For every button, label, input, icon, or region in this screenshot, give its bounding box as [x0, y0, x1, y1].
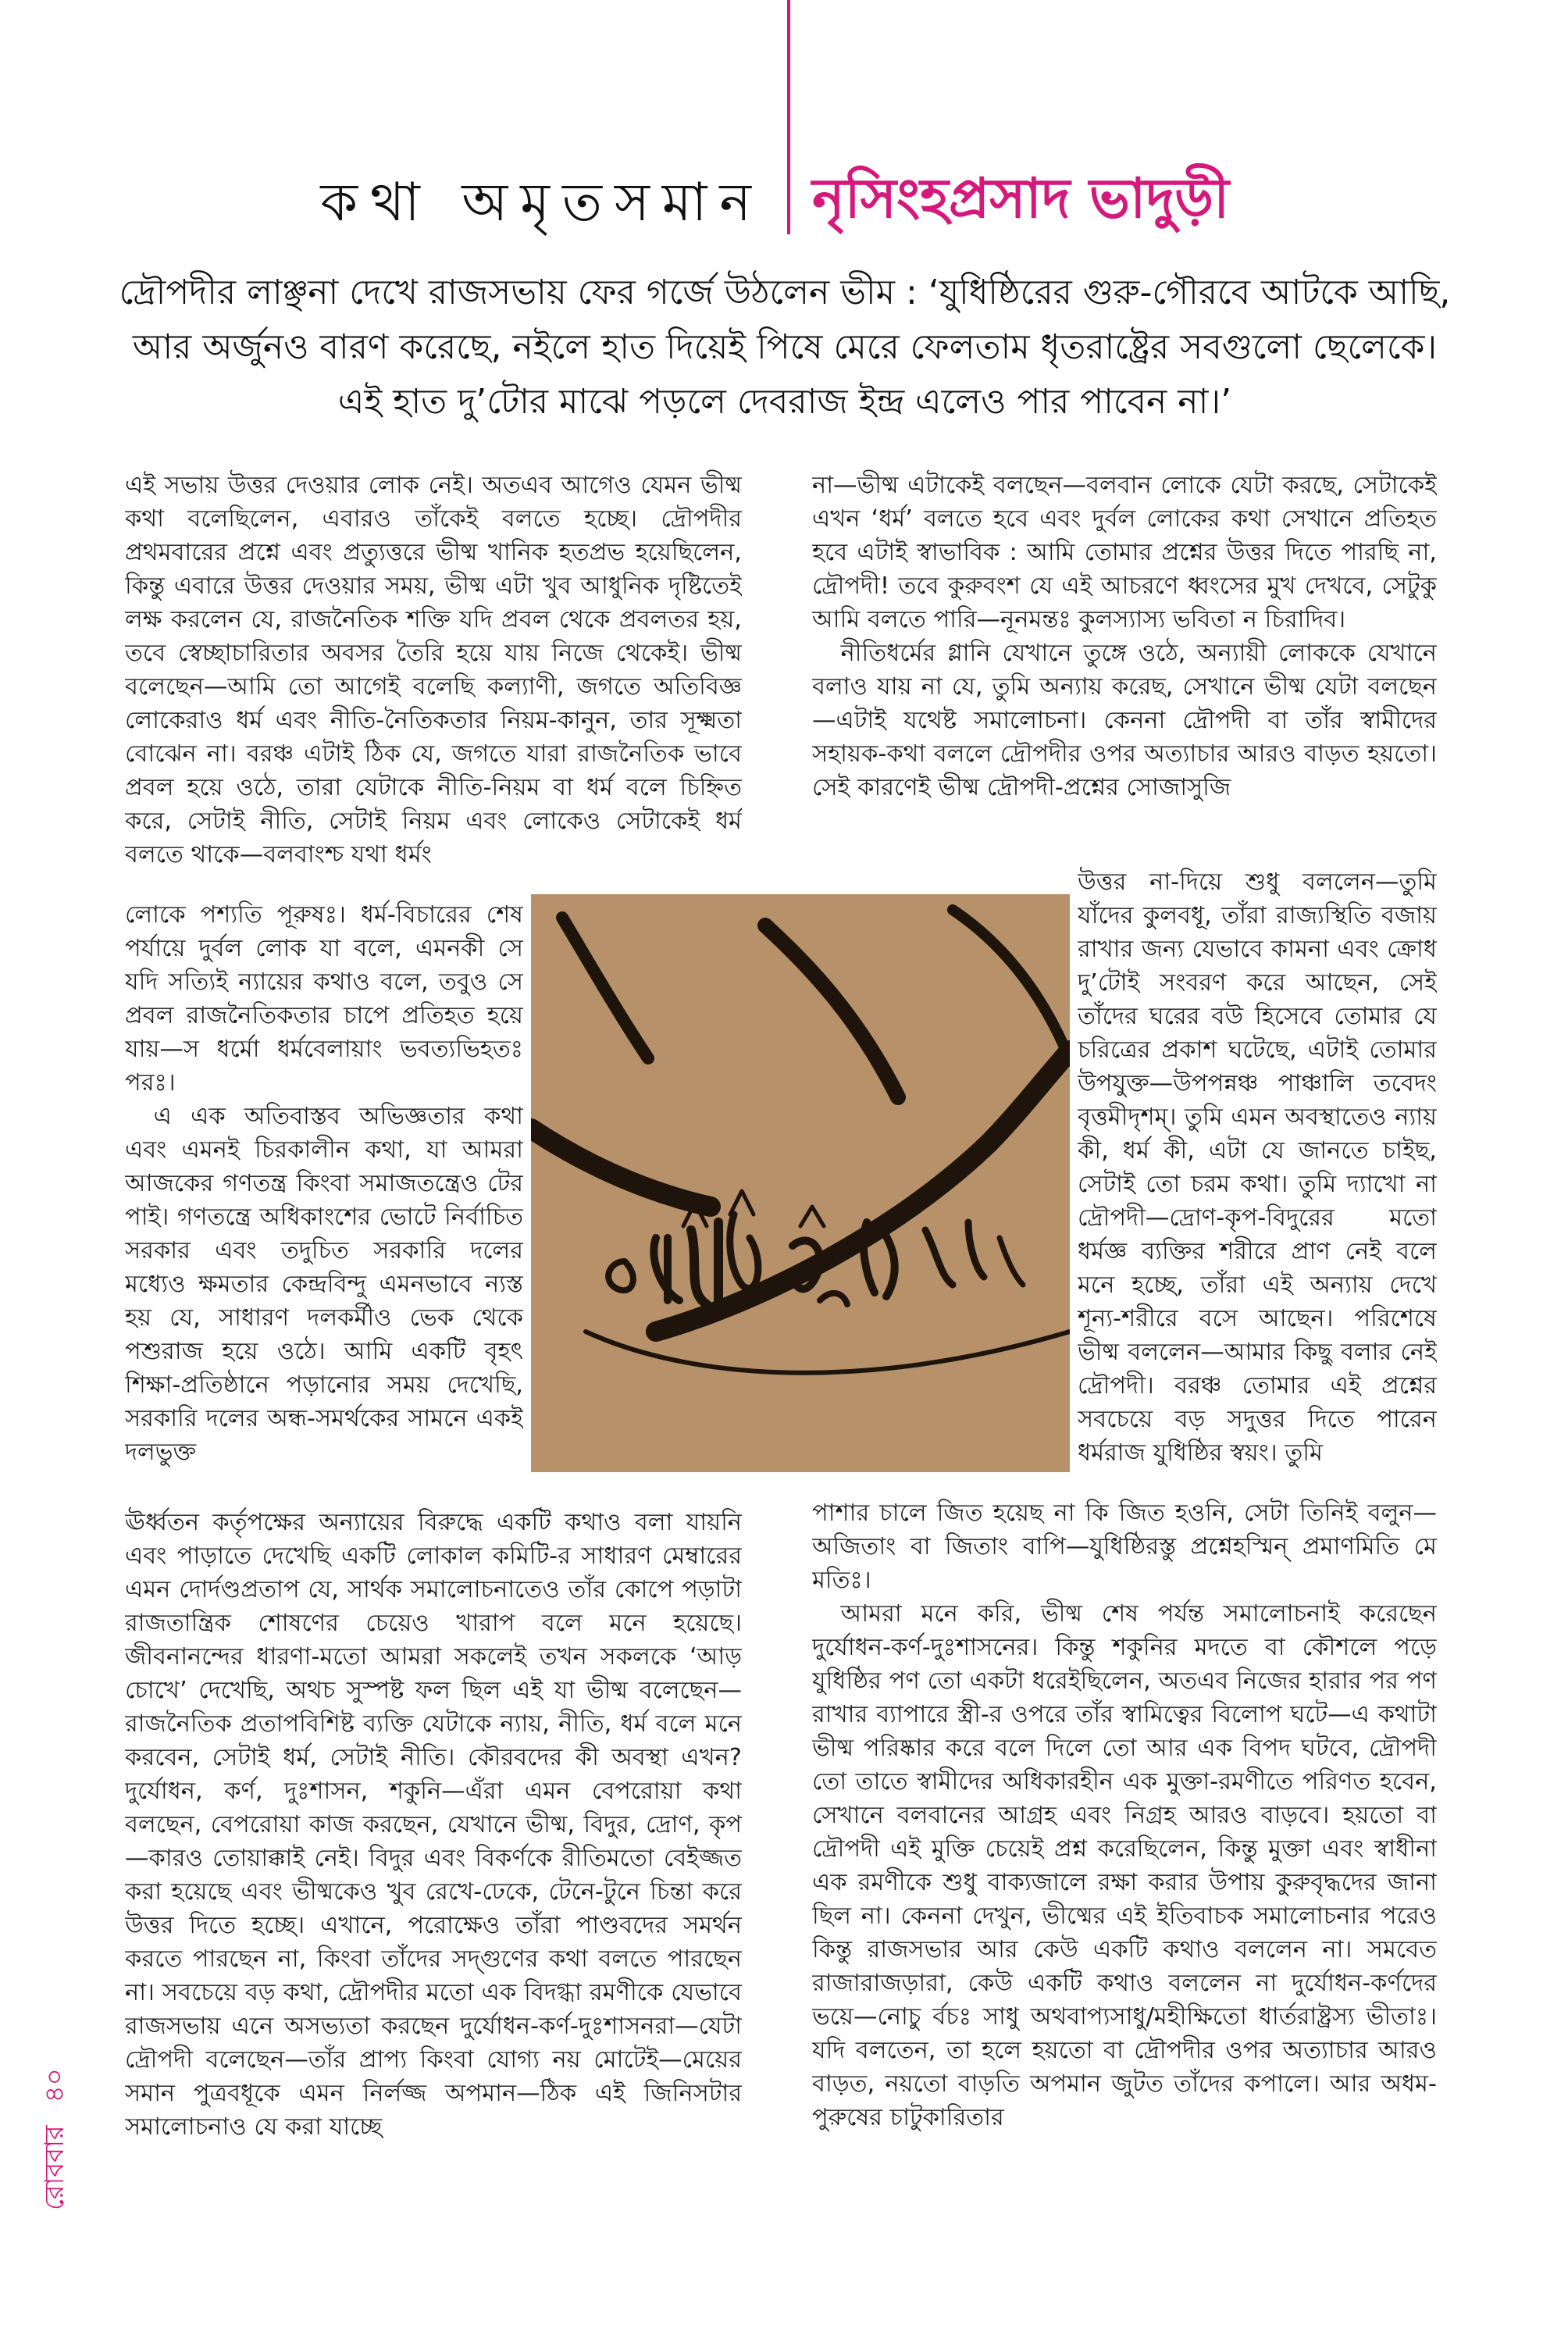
- brush-ink-illustration: [531, 894, 1070, 1472]
- header-divider-rule: [787, 0, 790, 234]
- paragraph: এই সভায় উত্তর দেওয়ার লোক নেই। অতএব আগেও যেমন ভীষ্ম কথা বলেছিলেন, এবারও তাঁকেই বলতে হচ্ছে। দ্রৌপদীর প্রথমবারের প্রশ্নে এবং প্রত্যুত্তরে ভীষ্ম খানিক হতপ্রভ হয়েছিলেন, কিন্তু এবারে উত্তর দেওয়ার সময়, ভীষ্ম এটা খুব আধুনিক দৃষ্টিতেই লক্ষ করলেন যে, রাজনৈতিক শক্তি যদি প্রবল থেকে প্রবলতর হয়, তবে স্বেচ্ছাচারিতার অবসর তৈরি হয়ে যায় নিজে থেকেই। ভীষ্ম বলেছেন—আমি তো আগেই বলেছি কল্যাণী, জগতে অতিবিজ্ঞ লোকেরাও ধর্ম এবং নীতি-নৈতিকতার নিয়ম-কানুন, তার সূক্ষ্মতা বোঝেন না। বরঞ্চ এটাই ঠিক যে, জগতে যারা রাজনৈতিক ভাবে প্রবল হয়ে ওঠে, তারা যেটাকে নীতি-নিয়ম বা ধর্ম বলে চিহ্নিত করে, সেটাই নীতি, সেটাই নিয়ম এবং লোকেও সেটাকেই ধর্ম বলতে থাকে—বলবাংশ্চ যথা ধর্মং: [125, 472, 742, 868]
- column-title: কথা অমৃতসমান: [320, 172, 764, 234]
- paragraph: পাশার চালে জিত হয়েছ না কি জিত হওনি, সেটা তিনিই বলুন—অজিতাং বা জিতাং বাপি—যুধিষ্ঠিরস্তু প্রশ্নেহস্মিন্ প্রমাণমিতি মে মতিঃ।: [812, 1500, 1437, 1594]
- paragraph: নীতিধর্মের গ্লানি যেখানে তুঙ্গে ওঠে, অন্যায়ী লোককে যেখানে বলাও যায় না যে, তুমি অন্যায় করেছ, সেখানে ভীষ্ম যেটা বলছেন—এটাই যথেষ্ট সমালোচনা। কেননা দ্রৌপদী বা তাঁর স্বামীদের সহায়ক-কথা বললে দ্রৌপদীর ওপর অত্যাচার আরও বাড়ত হয়তো। সেই কারণেই ভীষ্ম দ্রৌপদী-প্রশ্নের সোজাসুজি: [812, 640, 1437, 801]
- page-number: ৪০: [39, 2068, 70, 2103]
- right-column-bottom: [812, 1496, 1437, 2215]
- page-folio: [34, 2068, 79, 2210]
- right-column-wrap: [1078, 865, 1437, 1494]
- pull-quote: দ্রৌপদীর লাঞ্ছনা দেখে রাজসভায় ফের গর্জে উঠলেন ভীম : ‘যুধিষ্ঠিরের গুরু-গৌরবে আটকে আছি, আর অর্জুনও বারণ করেছে, নইলে হাত দিয়েই পিষে মেরে ফেলতাম ধৃতরাষ্ট্রের সবগুলো ছেলেকে। এই হাত দু’টোর মাঝে পড়লে দেবরাজ ইন্দ্র এলেও পার পাবেন না।’: [119, 273, 1451, 422]
- paragraph: এ এক অতিবাস্তব অভিজ্ঞতার কথা এবং এমনই চিরকালীন কথা, যা আমরা আজকের গণতন্ত্র কিংবা সমাজতন্ত্রেও টের পাই। গণতন্ত্রে অধিকাংশের ভোটে নির্বাচিত সরকার এবং তদুচিত সরকারি দলের মধ্যেও ক্ষমতার কেন্দ্রবিন্দু এমনভাবে ন্যস্ত হয় যে, সাধারণ দলকর্মীও ভেক থেকে পশুরাজ হয়ে ওঠে। আমি একটি বৃহৎ শিক্ষা-প্রতিষ্ঠানে পড়ানোর সময় দেখেছি, সরকারি দলের অন্ধ-সমর্থকের সামনে একই দলভুক্ত: [125, 1103, 523, 1466]
- paragraph: উত্তর না-দিয়ে শুধু বললেন—তুমি যাঁদের কুলবধূ, তাঁরা রাজ্যস্থিতি বজায় রাখার জন্য যেভাবে কামনা এবং ক্রোধ দু’টোই সংবরণ করে আছেন, সেই তাঁদের ঘরের বউ হিসেবে তোমার যে চরিত্রের প্রকাশ ঘটেছে, এটাই তোমার উপযুক্ত—উপপন্নঞ্চ পাঞ্চালি তবেদং বৃত্তমীদৃশম্। তুমি এমন অবস্থাতেও ন্যায় কী, ধর্ম কী, এটা যে জানতে চাইছ, সেটাই তো চরম কথা। তুমি দ্যাখো না দ্রৌপদী—দ্রোণ-কৃপ-বিদুরের মতো ধর্মজ্ঞ ব্যক্তির শরীরে প্রাণ নেই বলে মনে হচ্ছে, তাঁরা এই অন্যায় দেখে শূন্য-শরীরে বসে আছেন। পরিশেষে ভীষ্ম বললেন—আমার কিছু বলার নেই দ্রৌপদী। বরঞ্চ তোমার এই প্রশ্নের সবচেয়ে বড় সদুত্তর দিতে পারেন ধর্মরাজ যুধিষ্ঠির স্বয়ং। তুমি: [1078, 868, 1437, 1467]
- illustration-artwork: [531, 894, 1070, 1472]
- magazine-name: রোববার: [39, 2125, 70, 2210]
- author-name: নৃসিংহপ্রসাদ ভাদুড়ী: [812, 166, 1230, 230]
- right-column-top: [812, 469, 1437, 863]
- paragraph: আমরা মনে করি, ভীষ্ম শেষ পর্যন্ত সমালোচনাই করেছেন দুর্যোধন-কর্ণ-দুঃশাসনের। কিন্তু শকুনির মদতে বা কৌশলে পড়ে যুধিষ্ঠির পণ তো একটা ধরেইছিলেন, অতএব নিজের হারার পর পণ রাখার ব্যাপারে স্ত্রী-র ওপরে তাঁর স্বামিত্বের বিলোপ ঘটে—এ কথাটা ভীষ্ম পরিষ্কার করে বলে দিলে তো আর এক বিপদ ঘটবে, দ্রৌপদী তো তাতে স্বামীদের অধিকারহীন এক মুক্তা-রমণীতে পরিণত হবেন, সেখানে বলবানের আগ্রহ এবং নিগ্রহ আরও বাড়বে। হয়তো বা দ্রৌপদী এই মুক্তি চেয়েই প্রশ্ন করেছিলেন, কিন্তু মুক্তা এবং স্বাধীনা এক রমণীকে শুধু বাক্যজালে রক্ষা করার উপায় কুরুবৃদ্ধদের জানা ছিল না। কেননা দেখুন, ভীষ্মের এই ইতিবাচক সমালোচনার পরেও কিন্তু রাজসভার আর কেউ একটি কথাও বললেন না। সমবেত রাজারাজড়ারা, কেউ একটি কথাও বললেন না দুর্যোধন-কর্ণদের ভয়ে—নোচু র্বচঃ সাধু অথবাপ্যসাধু/মহীক্ষিতো ধার্তরাষ্ট্রস্য ভীতাঃ। যদি বলতেন, তা হলে হয়তো বা দ্রৌপদীর ওপর অত্যাচার আরও বাড়ত, নয়তো বাড়তি অপমান জুটত তাঁদের কপালে। আর অধম-পুরুষের চাটুকারিতার: [812, 1600, 1437, 2131]
- paragraph: না—ভীষ্ম এটাকেই বলছেন—বলবান লোকে যেটা করছে, সেটাকেই এখন ‘ধর্ম’ বলতে হবে এবং দুর্বল লোকের কথা সেখানে প্রতিহত হবে এটাই স্বাভাবিক : আমি তোমার প্রশ্নের উত্তর দিতে পারছি না, দ্রৌপদী! তবে কুরুবংশ যে এই আচরণে ধ্বংসের মুখ দেখবে, সেটুকু আমি বলতে পারি—নূনমন্তঃ কুলস্যাস্য ভবিতা ন চিরাদিব।: [812, 472, 1437, 633]
- left-column-top: [125, 469, 742, 897]
- left-column-wrap: [125, 898, 523, 1503]
- left-column-bottom: [125, 1506, 742, 2213]
- paragraph: ঊর্ধ্বতন কর্তৃপক্ষের অন্যায়ের বিরুদ্ধে একটি কথাও বলা যায়নি এবং পাড়াতে দেখেছি একটি লোকাল কমিটি-র সাধারণ মেম্বারের এমন দোর্দণ্ডপ্রতাপ যে, সার্থক সমালোচনাতেও তাঁর কোপে পড়াটা রাজতান্ত্রিক শোষণের চেয়েও খারাপ বলে মনে হয়েছে। জীবনানন্দের ধারণা-মতো আমরা সকলেই তখন সকলকে ‘আড় চোখে’ দেখেছি, অথচ সুস্পষ্ট ফল ছিল এই যা ভীষ্ম বলেছেন—রাজনৈতিক প্রতাপবিশিষ্ট ব্যক্তি যেটাকে ন্যায়, নীতি, ধর্ম বলে মনে করবেন, সেটাই ধর্ম, সেটাই নীতি। কৌরবদের কী অবস্থা এখন? দুর্যোধন, কর্ণ, দুঃশাসন, শকুনি—এঁরা এমন বেপরোয়া কথা বলছেন, বেপরোয়া কাজ করছেন, যেখানে ভীষ্ম, বিদুর, দ্রোণ, কৃপ—কারও তোয়াক্কাই নেই। বিদুর এবং বিকর্ণকে রীতিমতো বেইজ্জত করা হয়েছে এবং ভীষ্মকেও খুব রেখে-ঢেকে, টেনে-টুনে চিন্তা করে উত্তর দিতে হচ্ছে। এখানে, পরোক্ষেও তাঁরা পাণ্ডবদের সমর্থন করতে পারছেন না, কিংবা তাঁদের সদ্গুণের কথা বলতে পারছেন না। সবচেয়ে বড় কথা, দ্রৌপদীর মতো এক বিদগ্ধা রমণীকে যেভাবে রাজসভায় এনে অসভ্যতা করছেন দুর্যোধন-কর্ণ-দুঃশাসনরা—যেটা দ্রৌপদী বলেছেন—তাঁর প্রাপ্য কিংবা যোগ্য নয় মোটেই—মেয়ের সমান পুত্রবধূকে এমন নির্লজ্জ অপমান—ঠিক এই জিনিসটার সমালোচনাও যে করা যাচ্ছে: [125, 1509, 742, 2141]
- paragraph: লোকে পশ্যতি পূরুষঃ। ধর্ম-বিচারের শেষ পর্যায়ে দুর্বল লোক যা বলে, এমনকী সে যদি সত্যিই ন্যায়ের কথাও বলে, তবুও সে প্রবল রাজনৈতিকতার চাপে প্রতিহত হয়ে যায়—স ধর্মো ধর্মবেলায়াং ভবত্যভিহতঃ পরঃ।: [125, 901, 523, 1097]
